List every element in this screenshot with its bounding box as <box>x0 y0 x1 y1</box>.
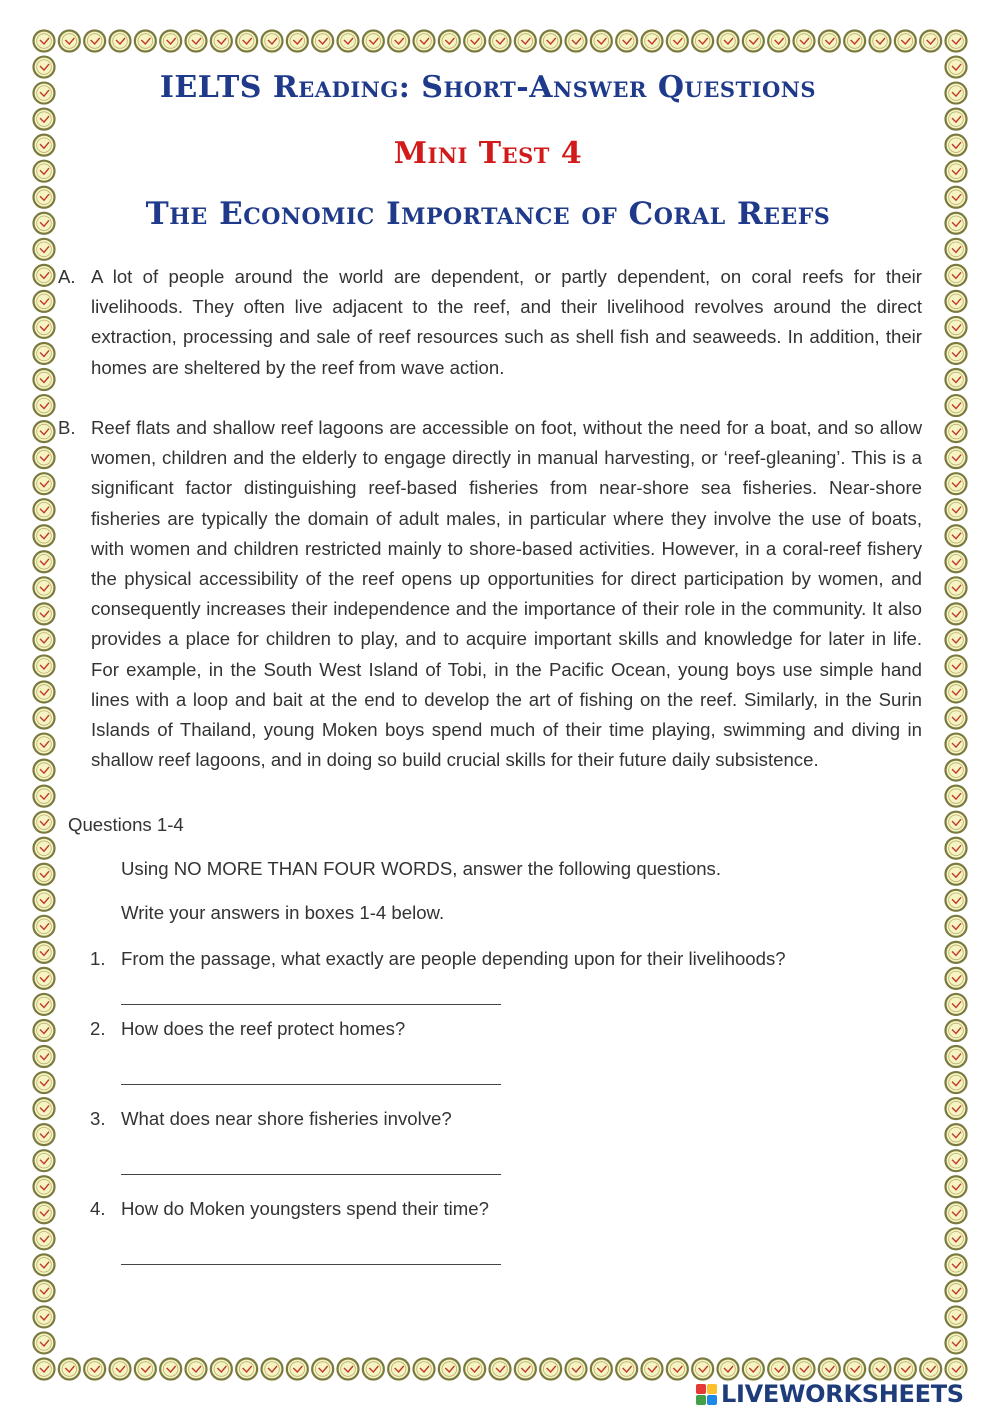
clock-icon <box>34 1254 55 1275</box>
clock-icon <box>110 31 131 52</box>
clock-icon <box>363 31 384 52</box>
clock-icon <box>160 1359 181 1380</box>
clock-icon <box>262 1359 283 1380</box>
clock-icon <box>692 1359 713 1380</box>
logo-square <box>707 1395 717 1405</box>
clock-icon <box>946 1046 967 1067</box>
clock-icon <box>84 1359 105 1380</box>
clock-icon <box>287 31 308 52</box>
clock-icon <box>160 31 181 52</box>
instruction-answer-boxes: Write your answers in boxes 1-4 below. <box>121 902 445 923</box>
clock-icon <box>490 1359 511 1380</box>
clock-icon <box>236 1359 257 1380</box>
clock-icon <box>946 499 967 520</box>
clock-icon <box>34 1150 55 1171</box>
clock-icon <box>946 551 967 572</box>
question-number: 3. <box>90 1108 106 1129</box>
clock-icon <box>895 1359 916 1380</box>
clock-icon <box>34 369 55 390</box>
clock-icon <box>946 577 967 598</box>
clock-icon <box>946 109 967 130</box>
clock-icon <box>59 31 80 52</box>
clock-icon <box>616 31 637 52</box>
clock-icon <box>946 968 967 989</box>
clock-icon <box>844 31 865 52</box>
clock-icon <box>34 1176 55 1197</box>
clock-icon <box>34 551 55 572</box>
clock-icon <box>84 31 105 52</box>
paragraph-letter: B. <box>58 417 76 438</box>
clock-icon <box>946 734 967 755</box>
clock-icon <box>34 864 55 885</box>
question-text: What does near shore fisheries involve? <box>121 1108 452 1129</box>
logo-badge-icon <box>696 1384 717 1405</box>
clock-icon <box>794 1359 815 1380</box>
clock-icon <box>946 1306 967 1327</box>
clock-icon <box>946 1020 967 1041</box>
question-1 <box>90 948 786 970</box>
clock-icon <box>946 916 967 937</box>
clock-icon <box>946 317 967 338</box>
clock-icon <box>34 708 55 729</box>
question-text: How do Moken youngsters spend their time? <box>121 1198 489 1219</box>
question-3 <box>90 1108 452 1130</box>
clock-icon <box>768 1359 789 1380</box>
clock-icon <box>946 786 967 807</box>
clock-icon <box>870 1359 891 1380</box>
clock-icon <box>34 916 55 937</box>
clock-icon <box>135 31 156 52</box>
clock-icon <box>34 1020 55 1041</box>
questions-heading: Questions 1-4 <box>68 814 184 835</box>
clock-icon <box>34 447 55 468</box>
clock-icon <box>642 31 663 52</box>
clock-icon <box>34 343 55 364</box>
logo-text: LIVEWORKSHEETS <box>721 1380 964 1408</box>
clock-icon <box>946 890 967 911</box>
clock-icon <box>34 1306 55 1327</box>
clock-icon <box>844 1359 865 1380</box>
clock-icon <box>490 31 511 52</box>
clock-icon <box>34 1228 55 1249</box>
clock-icon <box>34 681 55 702</box>
clock-icon <box>946 1072 967 1093</box>
clock-icon <box>946 864 967 885</box>
clock-icon <box>34 109 55 130</box>
clock-icon <box>566 1359 587 1380</box>
paragraph-text: Reef flats and shallow reef lagoons are accessible on foot, without the need for a boat, and so allow women, children and the elderly to engage directly in manual harvesting, or ‘reef-gleaning’. This is a significant factor distinguishing reef-based fisheries from near-shore sea fisheries. Near-shore fisheries are typically the domain of adult males, in particular where they involve the use of boats, with women and children restricted mainly to shore-based activities. However, in a coral-reef fishery the physical accessibility of the reef opens up opportunities for direct participation by women, and consequently increases their independence and the importance of their role in the community. It also provides a place for children to play, and to acquire important skills and knowledge for later in life. For example, in the South West Island of Tobi, in the Pacific Ocean, young boys use simple hand lines with a loop and bait at the end to develop the art of fishing on the reef. Similarly, in the Surin Islands of Thailand, young Moken boys spend much of their time playing, swimming and diving in shallow reef lagoons, and in doing so build crucial skills for their future daily subsistence. <box>91 417 922 771</box>
clock-icon <box>34 760 55 781</box>
clock-icon <box>946 994 967 1015</box>
clock-icon <box>135 1359 156 1380</box>
clock-icon <box>819 31 840 52</box>
clock-icon <box>34 786 55 807</box>
logo-square <box>696 1384 706 1394</box>
clock-icon <box>768 31 789 52</box>
clock-icon <box>946 31 967 52</box>
clock-icon <box>338 31 359 52</box>
clock-icon <box>819 1359 840 1380</box>
clock-icon <box>920 31 941 52</box>
clock-icon <box>236 31 257 52</box>
clock-icon <box>946 1254 967 1275</box>
clock-icon <box>946 1280 967 1301</box>
clock-icon <box>34 473 55 494</box>
clock-icon <box>34 734 55 755</box>
clock-icon <box>642 1359 663 1380</box>
clock-icon <box>718 1359 739 1380</box>
clock-icon <box>211 1359 232 1380</box>
clock-icon <box>34 1072 55 1093</box>
paragraph-text: A lot of people around the world are dependent, or partly dependent, on coral reefs for their livelihoods. They often live adjacent to the reef, and their livelihood revolves around the direct extraction, processing and sale of reef resources such as shell fish and seaweeds. In addition, their homes are sheltered by the reef from wave action. <box>91 266 922 378</box>
answer-input-2[interactable] <box>121 1084 501 1085</box>
clock-icon <box>34 265 55 286</box>
clock-icon <box>667 1359 688 1380</box>
clock-icon <box>566 31 587 52</box>
clock-icon <box>262 31 283 52</box>
clock-icon <box>186 1359 207 1380</box>
question-text: From the passage, what exactly are people depending upon for their livelihoods? <box>121 948 786 969</box>
answer-input-4[interactable] <box>121 1264 501 1265</box>
clock-icon <box>946 942 967 963</box>
clock-icon <box>946 838 967 859</box>
clock-icon <box>946 1150 967 1171</box>
clock-icon <box>34 629 55 650</box>
clock-icon <box>312 1359 333 1380</box>
clock-icon <box>34 1046 55 1067</box>
clock-icon <box>946 369 967 390</box>
clock-icon <box>946 603 967 624</box>
clock-icon <box>946 421 967 442</box>
clock-icon <box>34 655 55 676</box>
clock-icon <box>338 1359 359 1380</box>
clock-icon <box>946 473 967 494</box>
clock-icon <box>616 1359 637 1380</box>
clock-icon <box>692 31 713 52</box>
clock-icon <box>540 31 561 52</box>
clock-icon <box>34 395 55 416</box>
clock-icon <box>34 1332 55 1353</box>
clock-icon <box>946 1124 967 1145</box>
clock-icon <box>515 1359 536 1380</box>
clock-icon <box>211 31 232 52</box>
clock-icon <box>946 1228 967 1249</box>
clock-icon <box>34 1124 55 1145</box>
clock-icon <box>388 31 409 52</box>
clock-icon <box>59 1359 80 1380</box>
clock-icon <box>34 1098 55 1119</box>
clock-icon <box>439 31 460 52</box>
clock-icon <box>946 812 967 833</box>
clock-icon <box>743 31 764 52</box>
clock-icon <box>110 1359 131 1380</box>
answer-input-1[interactable] <box>121 1004 501 1005</box>
clock-icon <box>946 708 967 729</box>
clock-icon <box>34 499 55 520</box>
mini-test-label: Mini Test 4 <box>393 136 583 171</box>
clock-icon <box>946 655 967 676</box>
logo-square <box>707 1384 717 1394</box>
answer-input-3[interactable] <box>121 1174 501 1175</box>
clock-icon <box>718 31 739 52</box>
clock-icon <box>946 1098 967 1119</box>
clock-icon <box>34 1359 55 1380</box>
clock-icon <box>591 31 612 52</box>
clock-icon <box>388 1359 409 1380</box>
clock-icon <box>464 1359 485 1380</box>
clock-icon <box>591 1359 612 1380</box>
question-number: 1. <box>90 948 106 969</box>
paragraph-a <box>58 262 922 383</box>
clock-icon <box>946 1359 967 1380</box>
clock-icon <box>34 577 55 598</box>
clock-icon <box>34 525 55 546</box>
clock-icon <box>34 968 55 989</box>
clock-icon <box>946 447 967 468</box>
clock-icon <box>34 812 55 833</box>
clock-icon <box>794 31 815 52</box>
clock-icon <box>34 31 55 52</box>
clock-icon <box>34 317 55 338</box>
clock-icon <box>946 1176 967 1197</box>
clock-icon <box>414 31 435 52</box>
clock-icon <box>34 838 55 859</box>
clock-icon <box>920 1359 941 1380</box>
clock-icon <box>870 31 891 52</box>
clock-icon <box>34 1202 55 1223</box>
clock-icon <box>287 1359 308 1380</box>
clock-icon <box>946 629 967 650</box>
clock-icon <box>363 1359 384 1380</box>
clock-icon <box>34 942 55 963</box>
clock-icon <box>946 760 967 781</box>
clock-icon <box>946 1202 967 1223</box>
clock-icon <box>515 31 536 52</box>
clock-icon <box>946 239 967 260</box>
clock-icon <box>946 525 967 546</box>
clock-icon <box>743 1359 764 1380</box>
question-text: How does the reef protect homes? <box>121 1018 406 1039</box>
clock-icon <box>34 603 55 624</box>
clock-icon <box>946 291 967 312</box>
clock-icon <box>34 994 55 1015</box>
question-number: 4. <box>90 1198 106 1219</box>
logo-square <box>696 1395 706 1405</box>
clock-icon <box>895 31 916 52</box>
question-4 <box>90 1198 489 1220</box>
clock-icon <box>946 681 967 702</box>
clock-icon <box>946 265 967 286</box>
paragraph-letter: A. <box>58 266 76 287</box>
clock-icon <box>540 1359 561 1380</box>
liveworksheets-logo[interactable] <box>696 1380 964 1408</box>
instruction-word-limit: Using NO MORE THAN FOUR WORDS, answer the following questions. <box>121 858 721 879</box>
question-number: 2. <box>90 1018 106 1039</box>
clock-icon <box>414 1359 435 1380</box>
clock-icon <box>34 1280 55 1301</box>
clock-icon <box>34 239 55 260</box>
clock-icon <box>34 890 55 911</box>
clock-icon <box>667 31 688 52</box>
question-2 <box>90 1018 405 1040</box>
clock-icon <box>464 31 485 52</box>
paragraph-b <box>58 413 922 775</box>
clock-icon <box>186 31 207 52</box>
clock-icon <box>312 31 333 52</box>
clock-icon <box>439 1359 460 1380</box>
worksheet-title: IELTS Reading: Short-Answer Questions <box>159 70 817 105</box>
clock-icon <box>946 343 967 364</box>
clock-icon <box>946 395 967 416</box>
passage-title: The Economic Importance of Coral Reefs <box>145 196 831 232</box>
clock-icon <box>34 421 55 442</box>
clock-icon <box>946 1332 967 1353</box>
clock-icon <box>34 291 55 312</box>
